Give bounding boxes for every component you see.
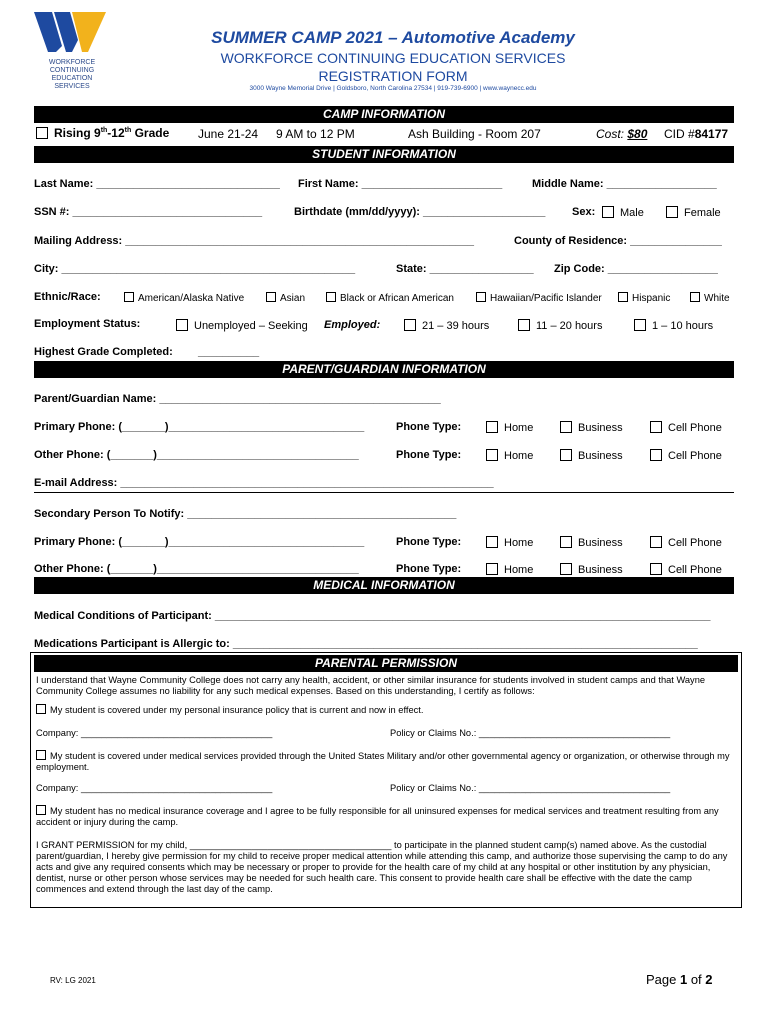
sex-male-option[interactable]: [602, 206, 644, 219]
logo-line-2: CONTINUING: [49, 67, 95, 74]
option-label: 21 – 39 hours: [422, 320, 490, 332]
grade-sup-1: th: [100, 127, 108, 134]
checkbox[interactable]: [36, 704, 46, 714]
page-number: [646, 972, 713, 987]
logo-line-1: WORKFORCE: [48, 59, 96, 66]
checkbox[interactable]: [404, 319, 416, 331]
highest-grade-label: Highest Grade Completed:: [34, 346, 173, 358]
hours-option-1-10[interactable]: [634, 319, 713, 332]
parental-permission-bar: PARENTAL PERMISSION: [34, 655, 738, 672]
highest-grade-field[interactable]: __________: [198, 346, 260, 358]
checkbox[interactable]: [486, 421, 498, 433]
zip-field[interactable]: Zip Code: __________________: [554, 263, 718, 275]
secondary-primary-cell[interactable]: [650, 536, 722, 549]
option-label: Business: [578, 537, 623, 549]
option-label: Cell Phone: [668, 564, 722, 576]
secondary-primary-phone-field[interactable]: Primary Phone: (_______)________________________________: [34, 536, 365, 548]
secondary-other-type-label: Phone Type:: [396, 563, 462, 575]
checkbox[interactable]: [650, 536, 662, 548]
ethnic-option-black[interactable]: [326, 292, 454, 304]
secondary-primary-home[interactable]: [486, 536, 533, 549]
primary-phone-type-label: Phone Type:: [396, 421, 462, 433]
page-total: 2: [705, 972, 713, 987]
form-subtitle-2: REGISTRATION FORM: [318, 68, 468, 84]
grade-post: Grade: [131, 126, 170, 140]
option-label: 1 – 10 hours: [652, 320, 714, 332]
option-label: 11 – 20 hours: [536, 320, 603, 332]
male-checkbox[interactable]: [602, 206, 614, 218]
employed-label: Employed:: [324, 319, 381, 331]
option-label: Home: [504, 450, 534, 462]
form-subtitle-1: WORKFORCE CONTINUING EDUCATION SERVICES: [220, 50, 566, 66]
mailing-address-field[interactable]: Mailing Address: _________________________________________________________: [34, 235, 474, 247]
ethnic-label: Ethnic/Race:: [34, 291, 101, 303]
sex-label: Sex:: [572, 206, 596, 218]
grant-permission-text: I GRANT PERMISSION for my child, _______________________________________ to participate in the planned student camp(s) named above. As the custodial parent/guardian, I hereby give permission for my child to receive proper medical attention while attending this camp, and authorize those supervising the camp to do any acts and give any required consents which may be necessary or proper to provide for the health care of my child at any hospital or other institution by any physician, dentist, nurse or other person whose services may be needed for such health care. This consent to provide health care shall be effective with the date the camp commences and extend through the last day of the camp.: [36, 840, 728, 894]
form-title: SUMMER CAMP 2021 – Automotive Academy: [211, 28, 575, 47]
page-prefix: Page: [646, 972, 680, 987]
option-label: Cell Phone: [668, 537, 722, 549]
secondary-primary-type-label: Phone Type:: [396, 536, 462, 548]
option-label: Home: [504, 422, 534, 434]
student-information-bar: STUDENT INFORMATION: [34, 146, 734, 163]
ethnic-option-american-alaska[interactable]: [124, 292, 244, 304]
insurance-option-military[interactable]: [36, 750, 734, 773]
grade-checkbox[interactable]: [36, 127, 48, 139]
option-label: Business: [578, 564, 623, 576]
hours-option-11-20[interactable]: [518, 319, 602, 332]
checkbox[interactable]: [486, 536, 498, 548]
ethnic-option-hawaiian[interactable]: [476, 292, 602, 304]
insurance-option-personal[interactable]: [36, 704, 734, 716]
option-label: Cell Phone: [668, 450, 722, 462]
logo-line-4: SERVICES: [54, 83, 90, 90]
parent-name-field[interactable]: Parent/Guardian Name: ______________________________________________: [34, 393, 441, 405]
last-name-field[interactable]: Last Name: ______________________________: [34, 178, 280, 190]
other-type-cell[interactable]: [650, 449, 722, 462]
checkbox[interactable]: [326, 292, 336, 302]
primary-type-home[interactable]: [486, 421, 533, 434]
ssn-field[interactable]: SSN #: _______________________________: [34, 206, 263, 218]
checkbox[interactable]: [650, 449, 662, 461]
option-label: My student is covered under medical services provided through the United States Military and/or other governmental agency or organization, or otherwise through my employment.: [36, 751, 730, 772]
option-label: Black or African American: [340, 293, 454, 304]
grade-sup-2: th: [124, 127, 132, 134]
camp-time: 9 AM to 12 PM: [276, 127, 355, 141]
checkbox[interactable]: [618, 292, 628, 302]
policy-field-2[interactable]: Policy or Claims No.: _____________________________________: [390, 783, 671, 793]
grade-mid: -12: [107, 126, 125, 140]
secondary-person-field[interactable]: Secondary Person To Notify: ____________________________________________: [34, 508, 457, 520]
medical-information-bar: MEDICAL INFORMATION: [34, 577, 734, 594]
company-field-2[interactable]: Company: _____________________________________: [36, 783, 273, 793]
employment-label: Employment Status:: [34, 318, 141, 330]
insurance-option-none[interactable]: [36, 805, 734, 828]
checkbox[interactable]: [634, 319, 646, 331]
other-phone-field[interactable]: Other Phone: (_______)_________________________________: [34, 449, 359, 461]
option-label: Business: [578, 422, 623, 434]
allergic-medications-field[interactable]: Medications Participant is Allergic to: ____________________________________________________________________________: [34, 638, 698, 650]
email-field[interactable]: E-mail Address: _____________________________________________________________: [34, 477, 494, 489]
option-label: Asian: [280, 293, 306, 304]
checkbox[interactable]: [560, 449, 572, 461]
secondary-primary-business[interactable]: [560, 536, 623, 549]
cost-value: $80: [627, 127, 648, 141]
option-label: Hawaiian/Pacific Islander: [490, 293, 602, 304]
checkbox[interactable]: [650, 421, 662, 433]
birthdate-field[interactable]: Birthdate (mm/dd/yyyy): ____________________: [294, 206, 546, 218]
ethnic-option-asian[interactable]: [266, 292, 305, 304]
checkbox[interactable]: [690, 292, 700, 302]
other-phone-type-label: Phone Type:: [396, 449, 462, 461]
college-address: 3000 Wayne Memorial Drive | Goldsboro, North Carolina 27534 | 919-739-6900 | www.waynecc.edu: [249, 85, 537, 92]
primary-type-cell[interactable]: [650, 421, 722, 434]
option-label: American/Alaska Native: [138, 293, 245, 304]
option-label: My student has no medical insurance coverage and I agree to be fully responsible for all uninsured expenses for medical services and treatment resulting from any accident or injury during the camp.: [36, 806, 719, 827]
cost-label: Cost:: [596, 127, 628, 141]
page-current: 1: [679, 972, 688, 987]
checkbox[interactable]: [124, 292, 134, 302]
secondary-other-home[interactable]: [486, 563, 533, 576]
city-field[interactable]: City: ________________________________________________: [34, 263, 356, 275]
ethnic-option-hispanic[interactable]: [618, 292, 670, 304]
checkbox[interactable]: [518, 319, 530, 331]
hours-option-21-39[interactable]: [404, 319, 489, 332]
ethnic-option-white[interactable]: [690, 292, 730, 304]
female-checkbox[interactable]: [666, 206, 678, 218]
female-label: Female: [684, 207, 721, 219]
cid-value: 84177: [694, 127, 729, 141]
primary-phone-field[interactable]: Primary Phone: (_______)________________________________: [34, 421, 365, 433]
option-label: My student is covered under my personal insurance policy that is current and now in effect.: [50, 705, 424, 715]
option-label: Cell Phone: [668, 422, 722, 434]
checkbox[interactable]: [650, 563, 662, 575]
checkbox[interactable]: [560, 563, 572, 575]
cid-label: CID #: [664, 127, 695, 141]
revision-code: RV: LG 2021: [50, 976, 96, 985]
checkbox[interactable]: [560, 421, 572, 433]
checkbox[interactable]: [560, 536, 572, 548]
other-type-home[interactable]: [486, 449, 533, 462]
other-type-business[interactable]: [560, 449, 623, 462]
option-label: Hispanic: [632, 293, 671, 304]
male-label: Male: [620, 207, 644, 219]
checkbox[interactable]: [36, 750, 46, 760]
secondary-other-phone-field[interactable]: Other Phone: (_______)_________________________________: [34, 563, 359, 575]
option-label: Home: [504, 537, 534, 549]
email-divider: [34, 492, 734, 493]
camp-dates: June 21-24: [198, 127, 259, 141]
checkbox[interactable]: [36, 805, 46, 815]
checkbox[interactable]: [266, 292, 276, 302]
checkbox[interactable]: [486, 449, 498, 461]
camp-location: Ash Building - Room 207: [408, 127, 541, 141]
checkbox[interactable]: [486, 563, 498, 575]
camp-grade-option[interactable]: [36, 126, 169, 140]
policy-field-1[interactable]: Policy or Claims No.: _____________________________________: [390, 728, 671, 738]
option-label: White: [704, 293, 730, 304]
option-label: Unemployed – Seeking: [194, 320, 308, 332]
middle-name-field[interactable]: Middle Name: __________________: [532, 178, 717, 190]
checkbox[interactable]: [176, 319, 188, 331]
camp-cid: [664, 127, 728, 141]
option-label: Business: [578, 450, 623, 462]
camp-information-bar: CAMP INFORMATION: [34, 106, 734, 123]
medical-conditions-field[interactable]: Medical Conditions of Participant: _________________________________________________________________________________: [34, 610, 711, 622]
secondary-other-business[interactable]: [560, 563, 623, 576]
grade-text: Rising 9: [54, 126, 101, 140]
unemployed-option[interactable]: [176, 319, 308, 332]
secondary-other-cell[interactable]: [650, 563, 722, 576]
permission-intro: I understand that Wayne Community College does not carry any health, accident, or other similar insurance for students involved in student camps and that Wayne Community College assumes no liability for any such medical expenses. Based on this understanding, I certify as follows:: [36, 675, 706, 696]
parent-information-bar: PARENT/GUARDIAN INFORMATION: [34, 361, 734, 378]
sex-female-option[interactable]: [666, 206, 721, 219]
logo-line-3: EDUCATION: [51, 75, 93, 82]
first-name-field[interactable]: First Name: _______________________: [298, 178, 503, 190]
camp-cost: [596, 127, 647, 141]
county-field[interactable]: County of Residence: _______________: [514, 235, 722, 247]
state-field[interactable]: State: _________________: [396, 263, 534, 275]
option-label: Home: [504, 564, 534, 576]
checkbox[interactable]: [476, 292, 486, 302]
primary-type-business[interactable]: [560, 421, 623, 434]
company-field-1[interactable]: Company: _____________________________________: [36, 728, 273, 738]
page-of: of: [687, 972, 706, 987]
